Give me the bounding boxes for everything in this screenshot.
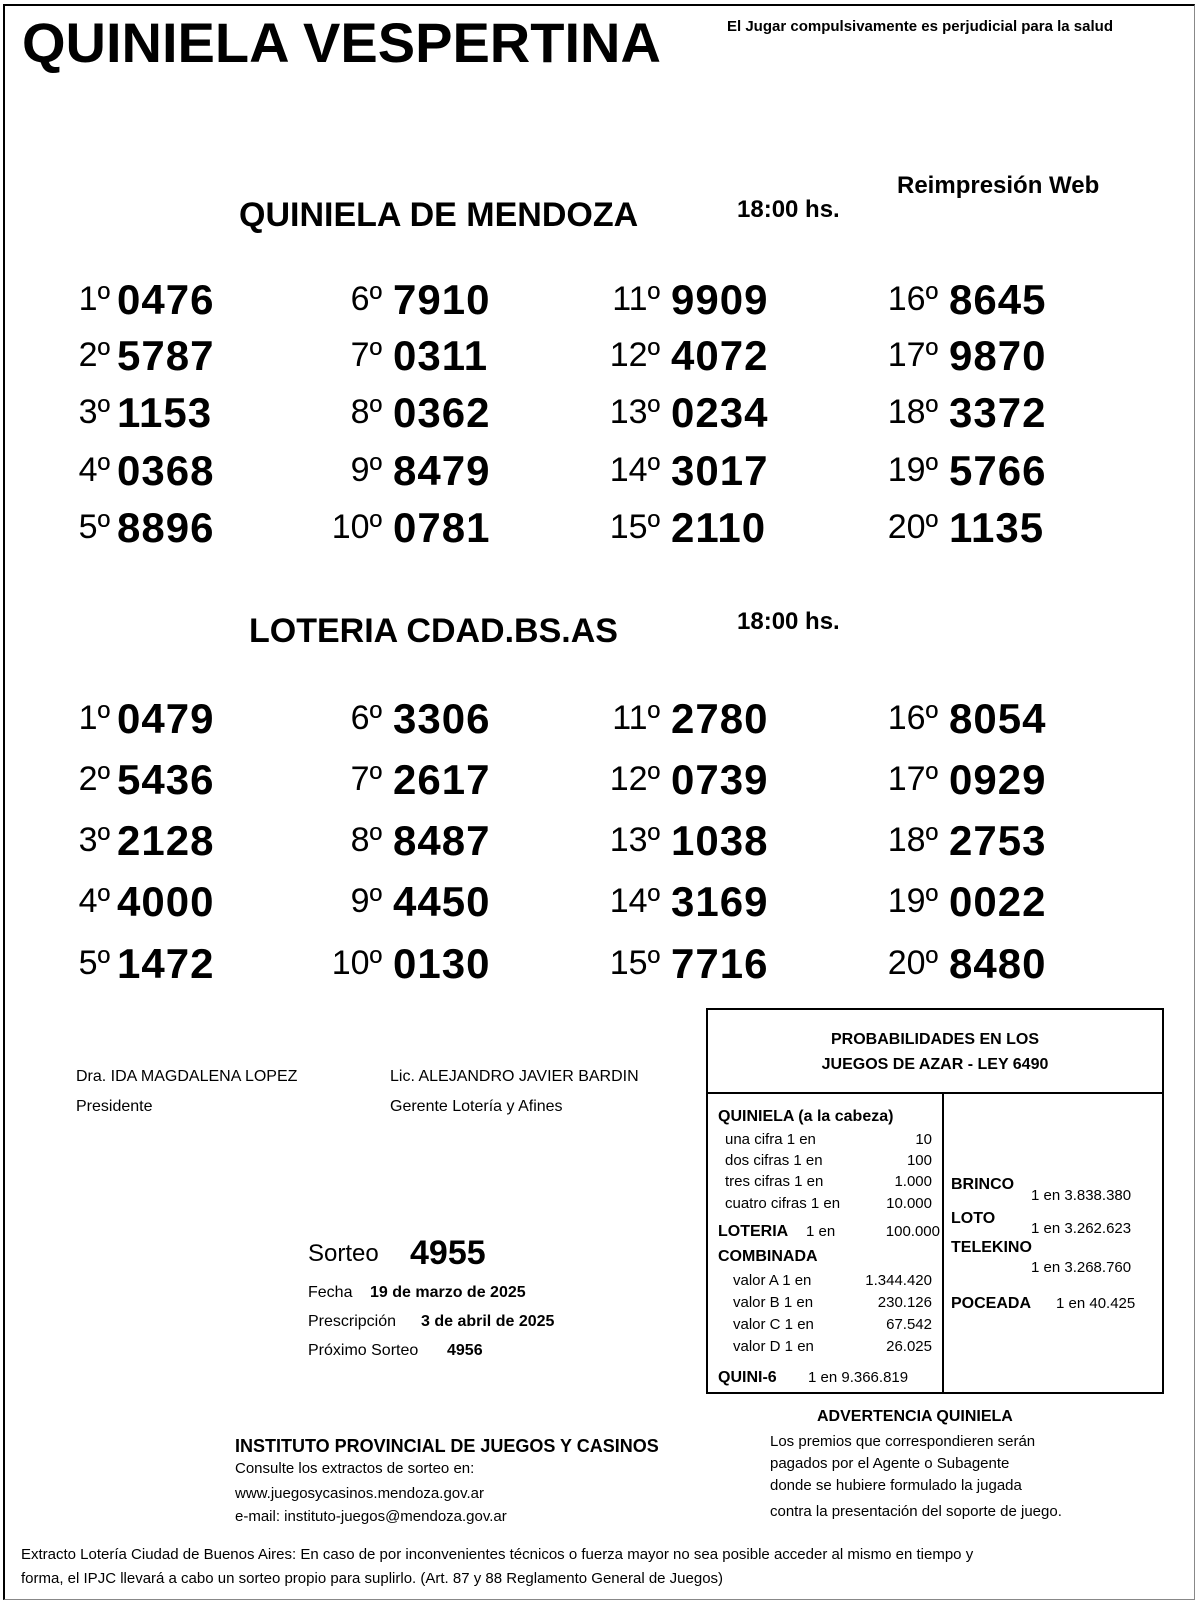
loteria-position-label: 3º xyxy=(78,821,110,859)
probabilities-box xyxy=(706,1008,1164,1394)
loteria-prob-label: LOTERIA xyxy=(718,1223,789,1240)
mendoza-position-label: 19º xyxy=(887,451,938,489)
mendoza-winning-number: 8645 xyxy=(949,276,1047,323)
page-title: QUINIELA VESPERTINA xyxy=(22,11,661,74)
poceada-prob-value: 1 en 40.425 xyxy=(1056,1295,1136,1312)
combinada-b-value: 230.126 xyxy=(877,1294,932,1311)
draw-date: 19 de marzo de 2025 xyxy=(370,1284,526,1301)
mendoza-position-cell xyxy=(262,280,382,324)
quiniela-three-digit-label: tres cifras 1 en xyxy=(725,1173,824,1190)
mendoza-position-cell xyxy=(818,508,938,552)
brinco-prob-value: 1 en 3.838.380 xyxy=(1031,1187,1132,1204)
mendoza-position-label: 18º xyxy=(887,393,938,431)
loteria-position-label: 20º xyxy=(887,944,938,982)
mendoza-position-cell xyxy=(262,451,382,495)
loteria-position-label: 10º xyxy=(331,944,382,982)
loteria-winning-number: 8054 xyxy=(949,695,1047,742)
combinada-b-label: valor B 1 en xyxy=(733,1294,814,1311)
quiniela-two-digit-label: dos cifras 1 en xyxy=(725,1152,823,1169)
mendoza-position-cell xyxy=(540,280,660,324)
mendoza-position-cell xyxy=(540,451,660,495)
mendoza-winning-number: 0781 xyxy=(393,504,491,551)
mendoza-position-cell xyxy=(262,508,382,552)
loteria-winning-number: 1038 xyxy=(671,817,769,864)
institute-name: INSTITUTO PROVINCIAL DE JUEGOS Y CASINOS xyxy=(235,1436,659,1456)
advert-line-1: Los premios que correspondieren serán xyxy=(770,1433,1036,1450)
mendoza-position-cell xyxy=(0,280,110,324)
loteria-position-label: 12º xyxy=(609,760,660,798)
loteria-winning-number: 4000 xyxy=(117,878,215,925)
mendoza-winning-number: 0362 xyxy=(393,389,491,436)
loteria-winning-number: 2753 xyxy=(949,817,1047,864)
mendoza-position-label: 8º xyxy=(350,393,382,431)
loteria-position-cell xyxy=(818,760,938,804)
mendoza-winning-number: 8479 xyxy=(393,447,491,494)
prescription-label: Prescripción xyxy=(308,1313,397,1330)
loteria-position-cell xyxy=(262,944,382,988)
loteria-winning-number: 2128 xyxy=(117,817,215,864)
advert-title: ADVERTENCIA QUINIELA xyxy=(817,1408,1013,1425)
loteria-position-label: 8º xyxy=(350,821,382,859)
mendoza-position-label: 5º xyxy=(78,508,110,546)
mendoza-winning-number: 1153 xyxy=(117,389,213,436)
mendoza-position-label: 7º xyxy=(350,336,382,374)
mendoza-position-cell xyxy=(540,393,660,437)
mendoza-position-label: 11º xyxy=(612,280,660,318)
quiniela-four-digit-label: cuatro cifras 1 en xyxy=(725,1195,841,1212)
loteria-winning-number: 0130 xyxy=(393,940,491,987)
mendoza-winning-number: 9909 xyxy=(671,276,769,323)
institute-line-1: Consulte los extractos de sorteo en: xyxy=(235,1460,475,1477)
mendoza-position-label: 6º xyxy=(350,280,382,318)
mendoza-position-cell xyxy=(0,451,110,495)
loteria-winning-number: 0739 xyxy=(671,756,769,803)
mendoza-position-label: 16º xyxy=(887,280,938,318)
mendoza-position-cell xyxy=(818,393,938,437)
advert-line-2: pagados por el Agente o Subagente xyxy=(770,1455,1010,1472)
probabilities-header xyxy=(708,1010,1162,1094)
combinada-c-label: valor C 1 en xyxy=(733,1316,814,1333)
mendoza-position-label: 9º xyxy=(350,451,382,489)
mendoza-position-cell xyxy=(818,280,938,324)
quiniela-four-digit-value: 10.000 xyxy=(886,1195,932,1212)
next-draw-number: 4956 xyxy=(447,1342,483,1359)
mendoza-winning-number: 3372 xyxy=(949,389,1047,436)
prescription-date: 3 de abril de 2025 xyxy=(421,1313,555,1330)
footer-line-2: forma, el IPJC llevará a cabo un sorteo propio para suplirlo. (Art. 87 y 88 Reglamento General de Juegos) xyxy=(21,1570,724,1587)
mendoza-position-label: 20º xyxy=(887,508,938,546)
mendoza-winning-number: 9870 xyxy=(949,332,1047,379)
quiniela-two-digit-value: 100 xyxy=(906,1152,932,1169)
probabilities-header-line1: PROBABILIDADES EN LOS xyxy=(830,1031,1039,1048)
loto-prob-label: LOTO xyxy=(951,1210,996,1227)
quiniela-one-digit-value: 10 xyxy=(915,1131,932,1148)
loteria-position-label: 14º xyxy=(609,882,660,920)
loteria-position-cell xyxy=(0,882,110,926)
loteria-position-cell xyxy=(0,821,110,865)
mendoza-winning-number: 0311 xyxy=(393,332,489,379)
mendoza-winning-number: 2110 xyxy=(671,504,767,551)
advert-line-3: donde se hubiere formulado la jugada xyxy=(770,1477,1022,1494)
mendoza-position-cell xyxy=(0,508,110,552)
signature-left-role: Presidente xyxy=(76,1098,153,1115)
loteria-position-cell xyxy=(0,760,110,804)
mendoza-position-cell xyxy=(0,393,110,437)
loteria-winning-number: 8487 xyxy=(393,817,491,864)
loteria-position-cell xyxy=(818,821,938,865)
probabilities-header-line2: JUEGOS DE AZAR - LEY 6490 xyxy=(821,1056,1049,1073)
loteria-section-time: 18:00 hs. xyxy=(737,608,840,635)
mendoza-position-label: 14º xyxy=(609,451,660,489)
mendoza-position-label: 15º xyxy=(609,508,660,546)
gambling-warning: El Jugar compulsivamente es perjudicial para la salud xyxy=(727,18,1113,35)
mendoza-position-cell xyxy=(0,336,110,380)
loteria-position-label: 16º xyxy=(887,699,938,737)
loteria-position-label: 2º xyxy=(78,760,110,798)
loteria-prob-value: 100.000 xyxy=(885,1223,940,1240)
mendoza-position-label: 17º xyxy=(887,336,938,374)
loteria-winning-number: 8480 xyxy=(949,940,1047,987)
mendoza-position-cell xyxy=(540,336,660,380)
loteria-winning-number: 0929 xyxy=(949,756,1047,803)
loteria-position-cell xyxy=(540,760,660,804)
quini6-prob-label: QUINI-6 xyxy=(718,1369,777,1386)
loto-prob-value: 1 en 3.262.623 xyxy=(1031,1220,1132,1237)
mendoza-position-cell xyxy=(818,336,938,380)
loteria-position-cell xyxy=(262,760,382,804)
loteria-position-label: 15º xyxy=(609,944,660,982)
loteria-position-cell xyxy=(540,882,660,926)
reprint-label: Reimpresión Web xyxy=(897,172,1100,199)
mendoza-position-label: 2º xyxy=(78,336,110,374)
quiniela-one-digit-label: una cifra 1 en xyxy=(725,1131,816,1148)
mendoza-winning-number: 8896 xyxy=(117,504,215,551)
signature-left-name: Dra. IDA MAGDALENA LOPEZ xyxy=(76,1068,298,1085)
telekino-prob-label: TELEKINO xyxy=(951,1239,1032,1256)
combinada-a-value: 1.344.420 xyxy=(865,1272,932,1289)
loteria-winning-number: 3169 xyxy=(671,878,769,925)
quini6-prob-value: 1 en 9.366.819 xyxy=(808,1369,909,1386)
loteria-winning-number: 4450 xyxy=(393,878,491,925)
mendoza-winning-number: 0476 xyxy=(117,276,215,323)
loteria-position-cell xyxy=(0,699,110,743)
draw-number: 4955 xyxy=(410,1234,486,1272)
loteria-winning-number: 7716 xyxy=(671,940,769,987)
mendoza-winning-number: 7910 xyxy=(393,276,491,323)
loteria-prob-en: 1 en xyxy=(806,1223,836,1240)
loteria-position-cell xyxy=(818,944,938,988)
draw-date-label: Fecha xyxy=(308,1284,353,1301)
loteria-position-label: 9º xyxy=(350,882,382,920)
telekino-prob-value: 1 en 3.268.760 xyxy=(1031,1259,1132,1276)
brinco-prob-label: BRINCO xyxy=(951,1176,1015,1193)
mendoza-position-label: 1º xyxy=(78,280,110,318)
footer-line-1: Extracto Lotería Ciudad de Buenos Aires: En caso de por inconvenientes técnicos o fuerza mayor no sea posible acceder al mismo en tiempo y xyxy=(21,1546,974,1563)
mendoza-position-cell xyxy=(262,393,382,437)
institute-email[interactable]: e-mail: instituto-juegos@mendoza.gov.ar xyxy=(235,1508,507,1525)
mendoza-section-title: QUINIELA DE MENDOZA xyxy=(239,196,639,234)
loteria-position-label: 11º xyxy=(612,699,660,737)
mendoza-winning-number: 5766 xyxy=(949,447,1047,494)
loteria-winning-number: 0022 xyxy=(949,878,1047,925)
loteria-winning-number: 0479 xyxy=(117,695,215,742)
loteria-position-cell xyxy=(818,882,938,926)
loteria-section-title: LOTERIA CDAD.BS.AS xyxy=(249,612,618,650)
mendoza-position-label: 4º xyxy=(78,451,110,489)
advert-line-4: contra la presentación del soporte de juego. xyxy=(770,1503,1062,1520)
loteria-position-cell xyxy=(0,944,110,988)
quiniela-prob-title: QUINIELA (a la cabeza) xyxy=(718,1108,894,1125)
loteria-position-cell xyxy=(262,882,382,926)
mendoza-winning-number: 4072 xyxy=(671,332,769,379)
signature-right-role: Gerente Lotería y Afines xyxy=(390,1098,563,1115)
mendoza-position-label: 13º xyxy=(609,393,660,431)
probabilities-divider xyxy=(942,1094,944,1394)
loteria-position-cell xyxy=(262,699,382,743)
loteria-position-label: 13º xyxy=(609,821,660,859)
loteria-position-cell xyxy=(818,699,938,743)
mendoza-section-time: 18:00 hs. xyxy=(737,196,840,223)
mendoza-position-label: 12º xyxy=(609,336,660,374)
mendoza-winning-number: 0234 xyxy=(671,389,769,436)
next-draw-label: Próximo Sorteo xyxy=(308,1342,419,1359)
mendoza-position-cell xyxy=(540,508,660,552)
mendoza-winning-number: 0368 xyxy=(117,447,215,494)
mendoza-position-cell xyxy=(262,336,382,380)
institute-website[interactable]: www.juegosycasinos.mendoza.gov.ar xyxy=(235,1485,485,1502)
mendoza-position-cell xyxy=(818,451,938,495)
loteria-winning-number: 1472 xyxy=(117,940,215,987)
mendoza-winning-number: 5787 xyxy=(117,332,215,379)
loteria-position-label: 17º xyxy=(887,760,938,798)
poceada-prob-label: POCEADA xyxy=(951,1295,1032,1312)
loteria-position-cell xyxy=(540,944,660,988)
draw-label: Sorteo xyxy=(308,1240,379,1267)
loteria-position-label: 4º xyxy=(78,882,110,920)
loteria-position-cell xyxy=(540,821,660,865)
loteria-position-label: 18º xyxy=(887,821,938,859)
combinada-c-value: 67.542 xyxy=(886,1316,932,1333)
quiniela-three-digit-value: 1.000 xyxy=(894,1173,932,1190)
mendoza-winning-number: 1135 xyxy=(949,504,1045,551)
loteria-winning-number: 2617 xyxy=(393,756,491,803)
mendoza-position-label: 10º xyxy=(331,508,382,546)
mendoza-winning-number: 3017 xyxy=(671,447,769,494)
mendoza-position-label: 3º xyxy=(78,393,110,431)
signature-right-name: Lic. ALEJANDRO JAVIER BARDIN xyxy=(390,1068,639,1085)
loteria-position-cell xyxy=(262,821,382,865)
combinada-d-label: valor D 1 en xyxy=(733,1338,814,1355)
combinada-a-label: valor A 1 en xyxy=(733,1272,812,1289)
loteria-position-label: 1º xyxy=(78,699,110,737)
loteria-winning-number: 3306 xyxy=(393,695,491,742)
loteria-position-cell xyxy=(540,699,660,743)
loteria-position-label: 19º xyxy=(887,882,938,920)
loteria-winning-number: 5436 xyxy=(117,756,215,803)
loteria-winning-number: 2780 xyxy=(671,695,769,742)
loteria-position-label: 5º xyxy=(78,944,110,982)
combinada-d-value: 26.025 xyxy=(886,1338,932,1355)
loteria-position-label: 6º xyxy=(350,699,382,737)
loteria-position-label: 7º xyxy=(350,760,382,798)
combinada-prob-label: COMBINADA xyxy=(718,1248,818,1265)
